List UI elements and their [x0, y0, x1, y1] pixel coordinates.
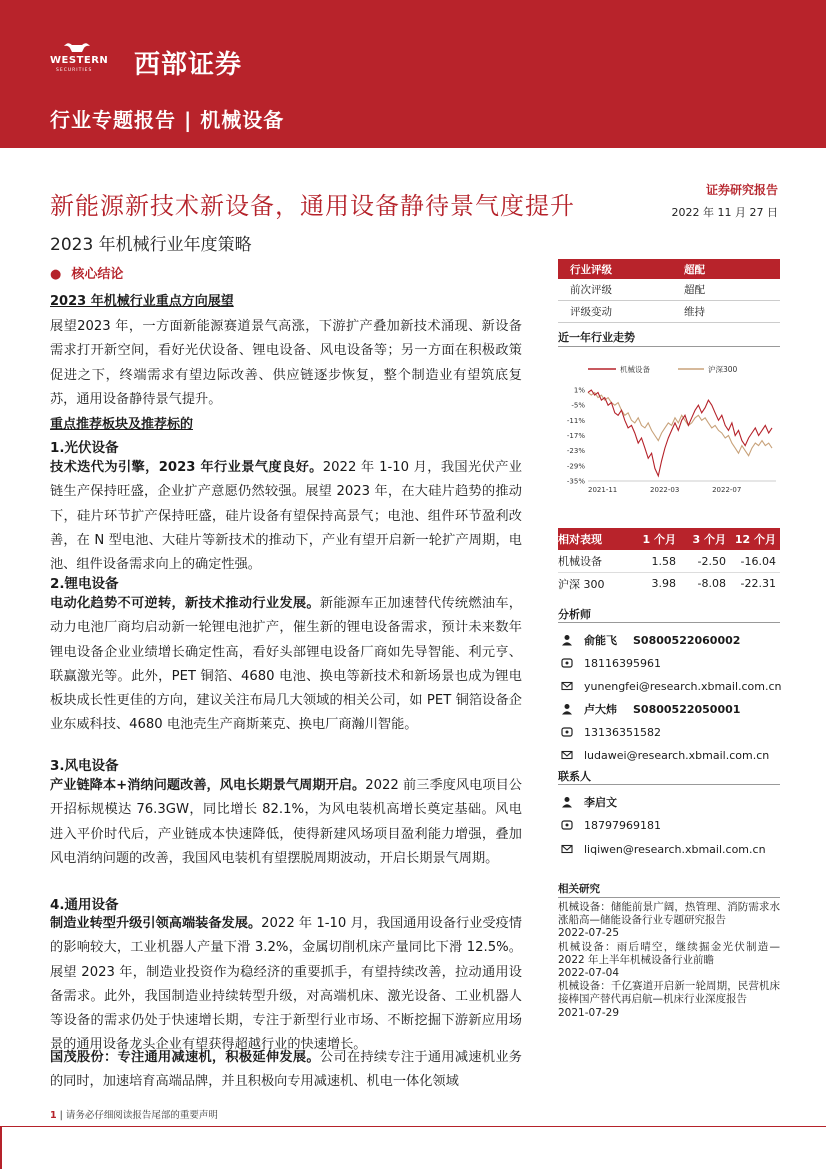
contact-phone: 18797969181 — [584, 818, 661, 832]
y-tick-label: -29% — [566, 462, 585, 471]
performance-header — [558, 528, 780, 550]
analyst-name: 卢大炜 — [584, 703, 617, 716]
section-guomao-lead: 国茂股份：专注通用减速机，积极延伸发展。 — [50, 1050, 320, 1065]
rating-row-label: 前次评级 — [570, 284, 612, 296]
phone-icon — [560, 656, 574, 670]
section-guomao-body: 公司在持续专注于通用减速机业务的同时，加速培育高端品牌，并且积极向专用减速机、机电一体化领域 — [50, 1050, 522, 1090]
perf-header-cell: 1 个月 — [642, 533, 676, 546]
section-li-body: 新能源车正加速替代传统燃油车，动力电池厂商均启动新一轮锂电池扩产，催生新的锂电设备需求，预计未来数年锂电设备企业业绩增长确定性高，看好头部锂电设备厂商如先导智能、利元亨、联赢激光等。此外，PET 铜箔、4680 电池、换电等新技术和新场景也成为锂电板块成长性更佳的方向，建议关注布局几大领域的相关公司，如 PET 铜箔设备企业东威科技、4680 电池壳生产商斯莱克、换电厂商瀚川智能。 — [50, 596, 522, 733]
logo-cn-text: 西部证券 — [134, 50, 243, 80]
table-row — [558, 301, 780, 323]
legend-label: 沪深300 — [708, 365, 738, 374]
series-line — [588, 390, 772, 476]
performance-table — [558, 528, 780, 594]
section-pv-lead: 技术迭代为引擎，2023 年行业景气度良好。 — [50, 460, 323, 475]
report-type: 行业专题报告 | 机械设备 — [50, 108, 285, 132]
rating-table — [558, 259, 780, 323]
related-item-date: 2022-07-04 — [558, 967, 620, 980]
section-general-text — [50, 912, 522, 1058]
divider — [558, 622, 780, 623]
page-title: 新能源新技术新设备，通用设备静待景气度提升 — [50, 192, 575, 220]
contact-email-row[interactable] — [560, 842, 766, 856]
y-tick-label: -23% — [566, 447, 585, 456]
x-tick-label: 2021-11 — [588, 486, 618, 494]
contact-name: 李启文 — [584, 796, 617, 809]
rating-head-label: 行业评级 — [570, 263, 612, 276]
perf-cell: -16.04 — [740, 554, 776, 568]
perf-cell: 沪深 300 — [558, 577, 605, 591]
legend-label: 机械设备 — [620, 365, 650, 374]
analyst-code: S0800522050001 — [633, 702, 741, 716]
related-item-text[interactable]: 机械设备：储能前景广阔，热管理、消防需求水涨船高—储能设备行业专题研究报告 — [558, 901, 780, 927]
analyst-1 — [560, 632, 740, 648]
related-item-date: 2022-07-25 — [558, 927, 620, 940]
rating-row-label: 评级变动 — [570, 306, 612, 318]
related-item[interactable] — [558, 901, 780, 941]
section-pv-body: 2022 年 1-10 月，我国光伏产业链生产保持旺盛，企业扩产意愿仍然较强。展望 2023 年，在大硅片趋势的推动下，硅片环节扩产保持旺盛，硅片设备有望保持高景气；电池、组件环节盈利改善，在 N 型电池、大硅片等新技术的推动下，产业有望开启新一轮扩产周期，电池、组件设备需求向上的确定性强。 — [50, 460, 522, 573]
rating-head-value: 超配 — [684, 263, 705, 276]
report-date: 2022 年 11 月 27 日 — [671, 206, 778, 219]
footer-disclaimer: 请务必仔细阅读报告尾部的重要声明 — [65, 1110, 218, 1121]
analysts-title: 分析师 — [558, 608, 591, 621]
contact-email[interactable]: liqiwen@research.xbmail.com.cn — [584, 842, 766, 856]
section-pv-title: 1.光伏设备 — [50, 440, 119, 456]
recommend-title: 重点推荐板块及推荐标的 — [50, 417, 194, 432]
section-general-lead: 制造业转型升级引领高端装备发展。 — [50, 916, 262, 931]
email-icon — [560, 679, 574, 693]
contact-title: 联系人 — [558, 770, 591, 783]
person-icon — [560, 633, 574, 647]
report-label: 证券研究报告 — [705, 183, 778, 197]
perf-header-cell: 3 个月 — [692, 533, 726, 546]
contact-name-row — [560, 794, 633, 810]
bullet-icon: ● — [50, 267, 62, 282]
related-item-text[interactable]: 机械设备：雨后晴空，继续掘金光伏制造—2022 年上半年机械设备行业前瞻 — [558, 940, 780, 966]
perf-cell: 机械设备 — [558, 555, 602, 568]
rating-row-value: 维持 — [684, 306, 705, 318]
y-tick-label: -35% — [566, 477, 585, 486]
y-tick-label: -17% — [566, 432, 585, 440]
perf-header-cell: 12 个月 — [734, 533, 776, 546]
analyst-email[interactable]: ludawei@research.xbmail.com.cn — [584, 748, 770, 762]
core-heading-text: 核心结论 — [71, 267, 124, 282]
analyst-1-email[interactable] — [560, 679, 782, 693]
rating-table-header — [558, 259, 780, 279]
section-wind-lead: 产业链降本+消纳问题改善，风电长期景气周期开启。 — [50, 778, 366, 793]
bull-logo-icon — [62, 40, 92, 56]
section-guomao-text — [50, 1046, 522, 1095]
person-icon — [560, 702, 574, 716]
y-tick-label: -5% — [571, 401, 585, 410]
analyst-2-phone — [560, 725, 661, 739]
perf-cell: 1.58 — [651, 554, 676, 568]
related-research — [558, 883, 780, 1020]
section-general-title: 4.通用设备 — [50, 897, 119, 913]
analyst-phone: 13136351582 — [584, 725, 661, 739]
table-row — [558, 550, 780, 572]
section-li-lead: 电动化趋势不可逆转，新技术推动行业发展。 — [50, 596, 320, 611]
trend-title: 近一年行业走势 — [558, 331, 635, 344]
section-li-text — [50, 592, 522, 738]
section-wind-text — [50, 774, 522, 871]
perf-cell: -8.08 — [697, 577, 726, 590]
related-item-text[interactable]: 机械设备：千亿赛道开启新一轮周期，民营机床接棒国产替代再启航—机床行业深度报告 — [558, 980, 780, 1006]
analyst-code: S0800522060002 — [633, 633, 741, 647]
phone-icon — [560, 818, 574, 832]
section-general-body: 2022 年 1-10 月，我国通用设备行业受疫情的影响较大，工业机器人产量下滑 3.2%，金属切削机床产量同比下滑 12.5%。展望 2023 年，制造业投资作为稳经济的重要抓手，有望持续改善，拉动通用设备需求。此外，我国制造业持续转型升级，对高端机床、激光设备、工业机器人等设备的需求仍处于快速增长期，专注于新型行业市场、不断挖掘下游新应用场景的通用设备龙头企业有望获得超越行业的快速增长。 — [50, 916, 522, 1053]
table-row — [558, 572, 780, 594]
section-wind-title: 3.风电设备 — [50, 758, 119, 774]
direction-title: 2023 年机械行业重点方向展望 — [50, 294, 234, 309]
related-item-date: 2021-07-29 — [558, 1006, 620, 1019]
y-tick-label: 1% — [573, 386, 585, 395]
y-tick-label: -11% — [566, 416, 585, 425]
analyst-2-email[interactable] — [560, 748, 769, 762]
page-number: 1 — [50, 1110, 57, 1121]
analyst-email[interactable]: yunengfei@research.xbmail.com.cn — [584, 679, 782, 693]
email-icon — [560, 748, 574, 762]
perf-cell: 3.98 — [651, 577, 676, 590]
footer-divider — [0, 1126, 826, 1127]
rating-row-value: 超配 — [684, 284, 705, 296]
divider — [558, 784, 780, 785]
analyst-1-phone — [560, 656, 661, 670]
logo-en-text: WESTERN — [50, 55, 109, 66]
email-icon — [560, 842, 574, 856]
related-item[interactable] — [558, 980, 780, 1020]
core-heading — [50, 263, 123, 282]
trend-chart — [558, 355, 780, 500]
contact-phone-row — [560, 818, 661, 832]
analyst-name: 俞能飞 — [584, 634, 617, 647]
phone-icon — [560, 725, 574, 739]
direction-text: 展望2023 年，一方面新能源赛道景气高涨，下游扩产叠加新技术涌现、新设备需求打开新空间，看好光伏设备、锂电设备、风电设备等；另一方面在积极政策促进之下，终端需求有望边际改善、供应链逐步恢复，整个制造业有望筑底复苏，通用设备静待景气提升。 — [50, 319, 522, 407]
related-item[interactable] — [558, 941, 780, 981]
section-li-title: 2.锂电设备 — [50, 576, 119, 592]
related-title: 相关研究 — [558, 883, 780, 898]
page-subtitle: 2023 年机械行业年度策略 — [50, 235, 252, 255]
divider — [558, 346, 780, 347]
section-pv-text — [50, 456, 522, 577]
chart-legend — [588, 364, 738, 374]
analyst-phone: 18116395961 — [584, 656, 661, 670]
footer-accent-bar — [0, 1126, 2, 1169]
section-wind-body: 2022 前三季度风电项目公开招标规模达 76.3GW，同比增长 82.1%，为风电装机高增长奠定基础。风电进入平价时代后，产业链成本快速降低，使得新建风场项目盈利能力增强，叠加风电消纳问题的改善，我国风电装机有望摆脱周期波动，开启长期景气周期。 — [50, 778, 522, 866]
x-tick-label: 2022-03 — [650, 486, 680, 494]
logo-en-sub-text: SECURITIES — [56, 68, 93, 73]
table-row — [558, 279, 780, 301]
perf-header-cell: 相对表现 — [558, 533, 602, 546]
x-tick-label: 2022-07 — [712, 486, 742, 494]
perf-cell: -2.50 — [697, 554, 726, 568]
analyst-2 — [560, 701, 740, 717]
footer: 1 | 请务必仔细阅读报告尾部的重要声明 — [50, 1110, 218, 1121]
perf-cell: -22.31 — [740, 577, 776, 590]
person-icon — [560, 795, 574, 809]
